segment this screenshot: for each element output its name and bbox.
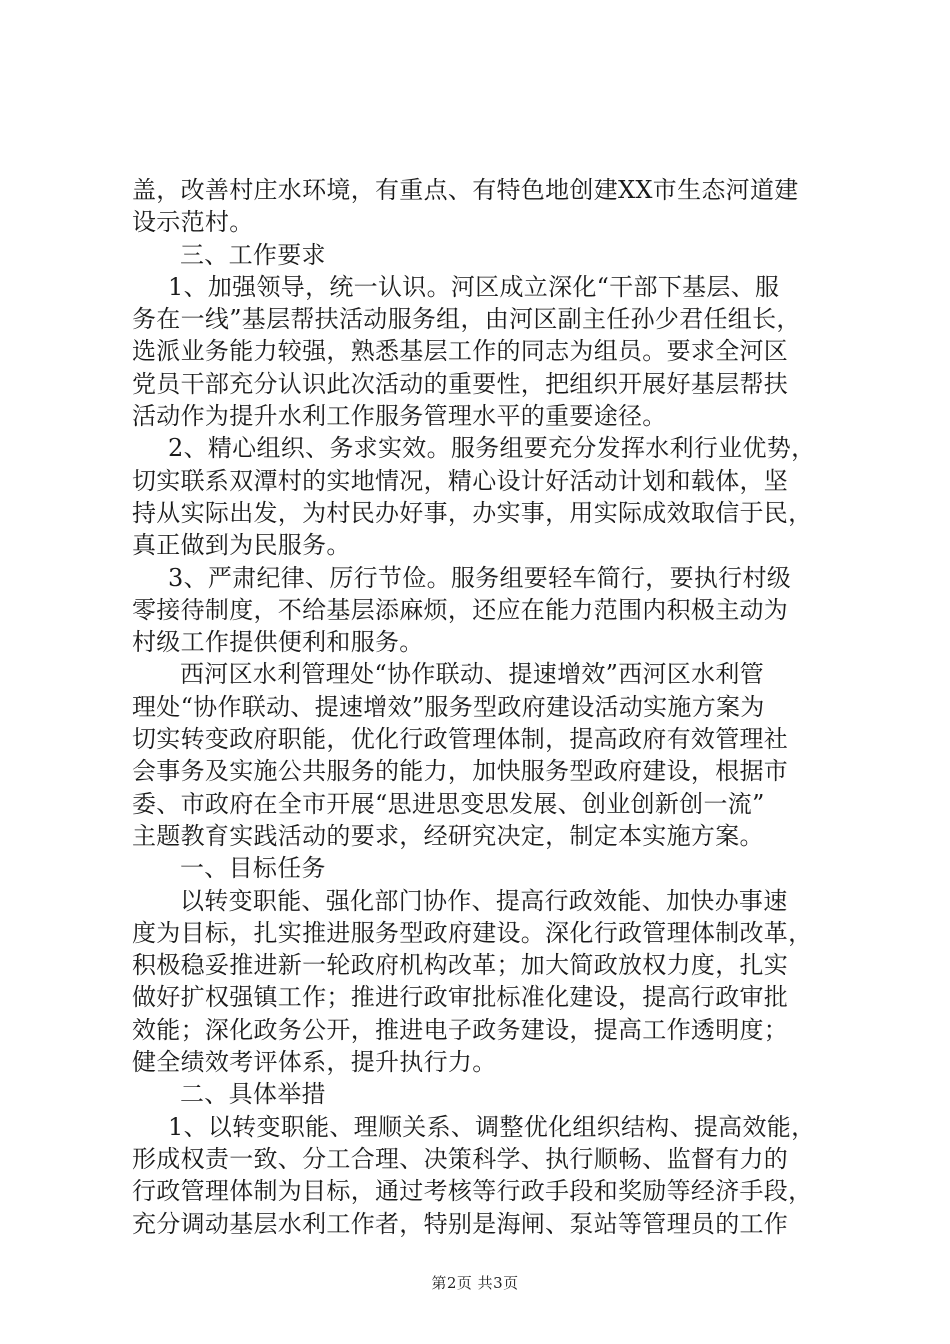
text-line: 效能；深化政务公开，推进电子政务建设，提高工作透明度； [132,1015,789,1044]
text-line: 形成权责一致、分工合理、决策科学、执行顺畅、监督有力的 [132,1144,789,1173]
text-line: 行政管理体制为目标，通过考核等行政手段和奖励等经济手段， [132,1177,813,1206]
text-line: 委、市政府在全市开展“思进思变思发展、创业创新创一流” [132,789,765,818]
text-line: 党员干部充分认识此次活动的重要性，把组织开展好基层帮扶 [132,369,789,398]
text-line: 1、加强领导，统一认识。河区成立深化“干部下基层、服 [168,272,780,301]
text-line: 2、精心组织、务求实效。服务组要充分发挥水利行业优势， [168,434,816,463]
text-line: 积极稳妥推进新一轮政府机构改革；加大简政放权力度，扎实 [132,951,789,980]
text-line: 切实联系双潭村的实地情况，精心设计好活动计划和载体，坚 [132,466,789,495]
text-line: 活动作为提升水利工作服务管理水平的重要途径。 [132,402,667,431]
text-line: 充分调动基层水利工作者，特别是海闸、泵站等管理员的工作 [132,1209,789,1238]
text-line: 做好扩权强镇工作；推进行政审批标准化建设，提高行政审批 [132,983,789,1012]
text-line: 度为目标，扎实推进服务型政府建设。深化行政管理体制改革， [132,918,813,947]
page-number-footer: 第2页 共3页 [431,1274,519,1292]
text-line: 3、严肃纪律、厉行节俭。服务组要轻车简行，要执行村级 [168,563,792,592]
text-line: 会事务及实施公共服务的能力，加快服务型政府建设，根据市 [132,757,789,786]
text-line: 以转变职能、强化部门协作、提高行政效能、加快办事速 [180,886,788,915]
text-line: 切实转变政府职能，优化行政管理体制，提高政府有效管理社 [132,725,789,754]
document-body [132,174,832,1240]
section-heading: 三、工作要求 [180,240,326,269]
text-line: 设示范村。 [132,208,254,237]
text-line: 健全绩效考评体系，提升执行力。 [132,1048,497,1077]
text-line: 西河区水利管理处“协作联动、提速增效”西河区水利管 [180,660,765,689]
text-line: 理处“协作联动、提速增效”服务型政府建设活动实施方案为 [132,692,765,721]
text-line: 零接待制度，不给基层添麻烦，还应在能力范围内积极主动为 [132,595,789,624]
text-line: 主题教育实践活动的要求，经研究决定，制定本实施方案。 [132,821,764,850]
section-heading: 一、目标任务 [180,854,326,883]
text-line: 务在一线”基层帮扶活动服务组，由河区副主任孙少君任组长， [132,305,801,334]
text-line: 盖，改善村庄水环境，有重点、有特色地创建XX市生态河道建 [132,176,799,204]
section-heading: 二、具体举措 [180,1080,326,1109]
text-line: 持从实际出发，为村民办好事，办实事，用实际成效取信于民， [132,498,813,527]
text-line: 选派业务能力较强，熟悉基层工作的同志为组员。要求全河区 [132,337,789,366]
text-line: 真正做到为民服务。 [132,531,351,560]
text-line: 村级工作提供便利和服务。 [132,628,424,657]
text-line: 1、以转变职能、理顺关系、调整优化组织结构、提高效能， [168,1112,816,1141]
